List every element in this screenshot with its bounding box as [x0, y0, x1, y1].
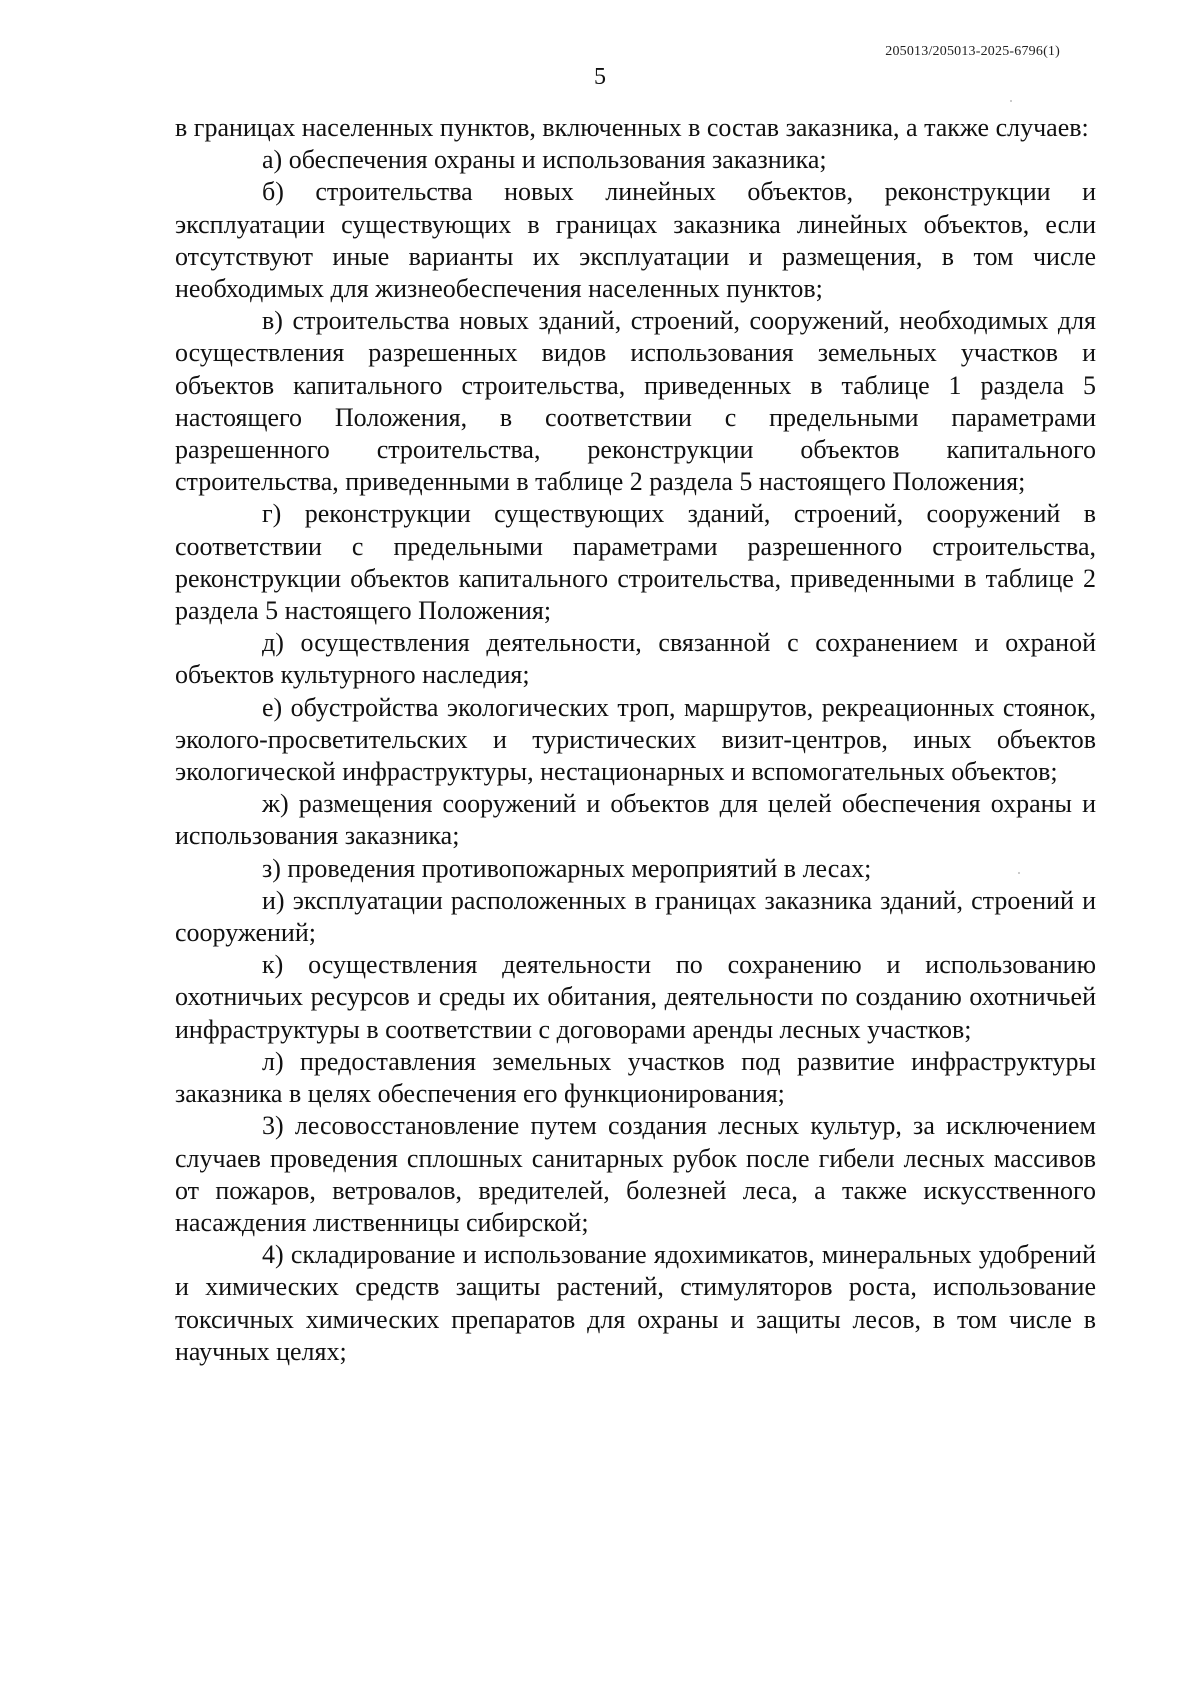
paragraph-item-v: в) строительства новых зданий, строений, сооружений, необходимых для осуществления разрешенных видов использования земельных участков и объектов капитального строительства, приведенных в таблице 1 раздела 5 настоящего Положения, в соответствии с предельными параметрами разрешенного строительства, реконструкции объектов капитального строительства, приведенными в таблице 2 раздела 5 настоящего Положения; [175, 306, 1096, 497]
document-registration-number: 205013/205013-2025-6796(1) [885, 44, 1060, 59]
paragraph-item-i: и) эксплуатации расположенных в границах заказника зданий, строений и сооружений; [175, 885, 1096, 948]
paragraph-continuation: в границах населенных пунктов, включенных в состав заказника, а также случаев: [175, 113, 1089, 142]
page-number: 5 [594, 64, 606, 90]
paragraph-item-a: а) обеспечения охраны и использования заказника; [262, 145, 827, 175]
scan-artifact [1018, 872, 1020, 874]
paragraph-item-b: б) строительства новых линейных объектов, реконструкции и эксплуатации существующих в границах заказника линейных объектов, если отсутствуют иные варианты их эксплуатации и размещения, в том числе необходимых для жизнеобеспечения населенных пунктов; [175, 177, 1096, 304]
paragraph-item-d: д) осуществления деятельности, связанной с сохранением и охраной объектов культурного наследия; [175, 628, 1096, 690]
paragraph-item-e: е) обустройства экологических троп, маршрутов, рекреационных стоянок, эколого-просветительских и туристических визит-центров, иных объектов экологической инфраструктуры, нестационарных и вспомогательных объектов; [175, 692, 1096, 787]
paragraph-item-zh: ж) размещения сооружений и объектов для целей обеспечения охраны и использования заказника; [175, 789, 1096, 851]
paragraph-item-z: з) проведения противопожарных мероприятий в лесах; [262, 853, 872, 883]
paragraph-item-k: к) осуществления деятельности по сохранению и использованию охотничьих ресурсов и среды их обитания, деятельности по созданию охотничьей инфраструктуры в соответствии с договорами аренды лесных участков; [175, 950, 1096, 1044]
paragraph-item-g: г) реконструкции существующих зданий, строений, сооружений в соответствии с предельными параметрами разрешенного строительства, реконструкции объектов капитального строительства, приведенными в таблице 2 раздела 5 настоящего Положения; [175, 499, 1096, 626]
paragraph-item-4: 4) складирование и использование ядохимикатов, минеральных удобрений и химических средств защиты растений, стимуляторов роста, использование токсичных химических препаратов для охраны и защиты лесов, в том числе в научных целях; [175, 1240, 1096, 1366]
paragraph-item-3: 3) лесовосстановление путем создания лесных культур, за исключением случаев проведения сплошных санитарных рубок после гибели лесных массивов от пожаров, ветровалов, вредителей, болезней леса, а также искусственного насаждения лиственницы сибирской; [175, 1111, 1096, 1237]
document-body [175, 112, 1096, 1368]
paragraph-item-l: л) предоставления земельных участков под развитие инфраструктуры заказника в целях обеспечения его функционирования; [175, 1046, 1096, 1109]
scan-artifact [1010, 100, 1012, 102]
